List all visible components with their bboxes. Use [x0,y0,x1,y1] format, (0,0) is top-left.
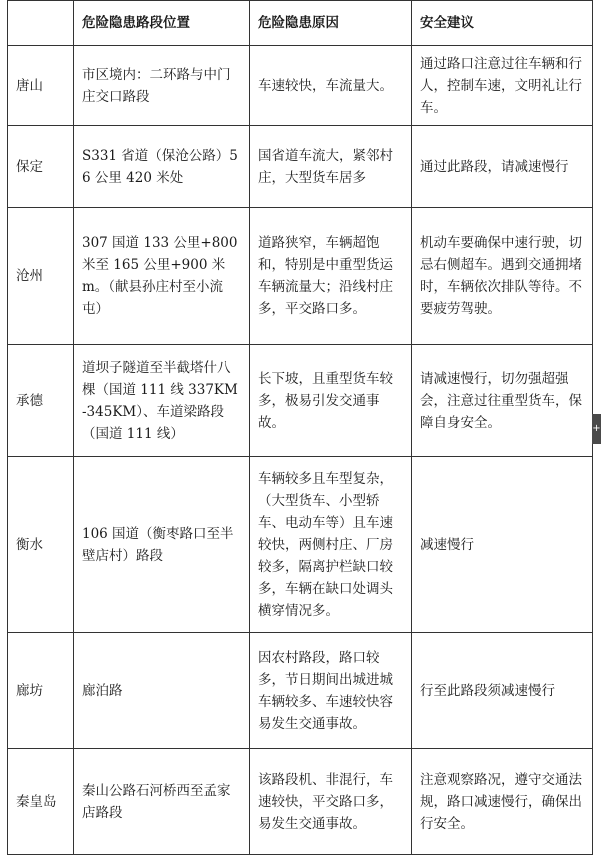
expand-tab-plus-icon[interactable]: + [592,414,601,444]
advice-cell: 行至此路段须减速慢行 [412,633,593,749]
header-location: 危险隐患路段位置 [74,1,250,46]
city-cell: 衡水 [8,457,74,633]
location-cell: 106 国道（衡枣路口至半壁店村）路段 [74,457,250,633]
cause-cell: 国省道车流大，紧邻村庄，大型货车居多 [250,126,412,208]
advice-cell: 通过路口注意过往车辆和行人，控制车速，文明礼让行车。 [412,46,593,126]
header-city [8,1,74,46]
city-cell: 承德 [8,345,74,457]
location-cell: 道坝子隧道至半截塔什八棵（国道 111 线 337KM-345KM）、车道梁路段（国道 111 线） [74,345,250,457]
location-cell: 秦山公路石河桥西至孟家店路段 [74,749,250,855]
cause-cell: 长下坡，且重型货车较多，极易引发交通事故。 [250,345,412,457]
header-row [8,1,593,46]
city-cell: 沧州 [8,208,74,345]
advice-cell: 机动车要确保中速行驶，切忌右侧超车。遇到交通拥堵时，车辆依次排队等待。不要疲劳驾驶。 [412,208,593,345]
cause-cell: 道路狭窄，车辆超饱和，特别是中重型货运车辆流量大；沿线村庄多，平交路口多。 [250,208,412,345]
cause-cell: 该路段机、非混行，车速较快，平交路口多，易发生交通事故。 [250,749,412,855]
table-row [8,457,593,633]
advice-cell: 注意观察路况，遵守交通法规，路口减速慢行，确保出行安全。 [412,749,593,855]
location-cell: 廊泊路 [74,633,250,749]
header-cause: 危险隐患原因 [250,1,412,46]
city-cell: 唐山 [8,46,74,126]
table-row [8,46,593,126]
city-cell: 廊坊 [8,633,74,749]
cause-cell: 车速较快，车流量大。 [250,46,412,126]
advice-cell: 减速慢行 [412,457,593,633]
location-cell: S331 省道（保沧公路）56 公里 420 米处 [74,126,250,208]
table-row [8,126,593,208]
location-cell: 307 国道 133 公里+800 米至 165 公里+900 米 m。（献县孙庄村至小流屯） [74,208,250,345]
cause-cell: 车辆较多且车型复杂，（大型货车、小型轿车、电动车等）且车速较快，两侧村庄、厂房较多，隔离护栏缺口较多，车辆在缺口处调头横穿情况多。 [250,457,412,633]
city-cell: 保定 [8,126,74,208]
table-row [8,345,593,457]
table-row [8,633,593,749]
cause-cell: 因农村路段，路口较多，节日期间出城进城车辆较多、车速较快容易发生交通事故。 [250,633,412,749]
road-hazard-table [7,0,593,855]
advice-cell: 通过此路段，请减速慢行 [412,126,593,208]
table-row [8,749,593,855]
table-row [8,208,593,345]
advice-cell: 请减速慢行，切勿强超强会，注意过往重型货车，保障自身安全。 [412,345,593,457]
header-advice: 安全建议 [412,1,593,46]
city-cell: 秦皇岛 [8,749,74,855]
location-cell: 市区境内：二环路与中门庄交口路段 [74,46,250,126]
